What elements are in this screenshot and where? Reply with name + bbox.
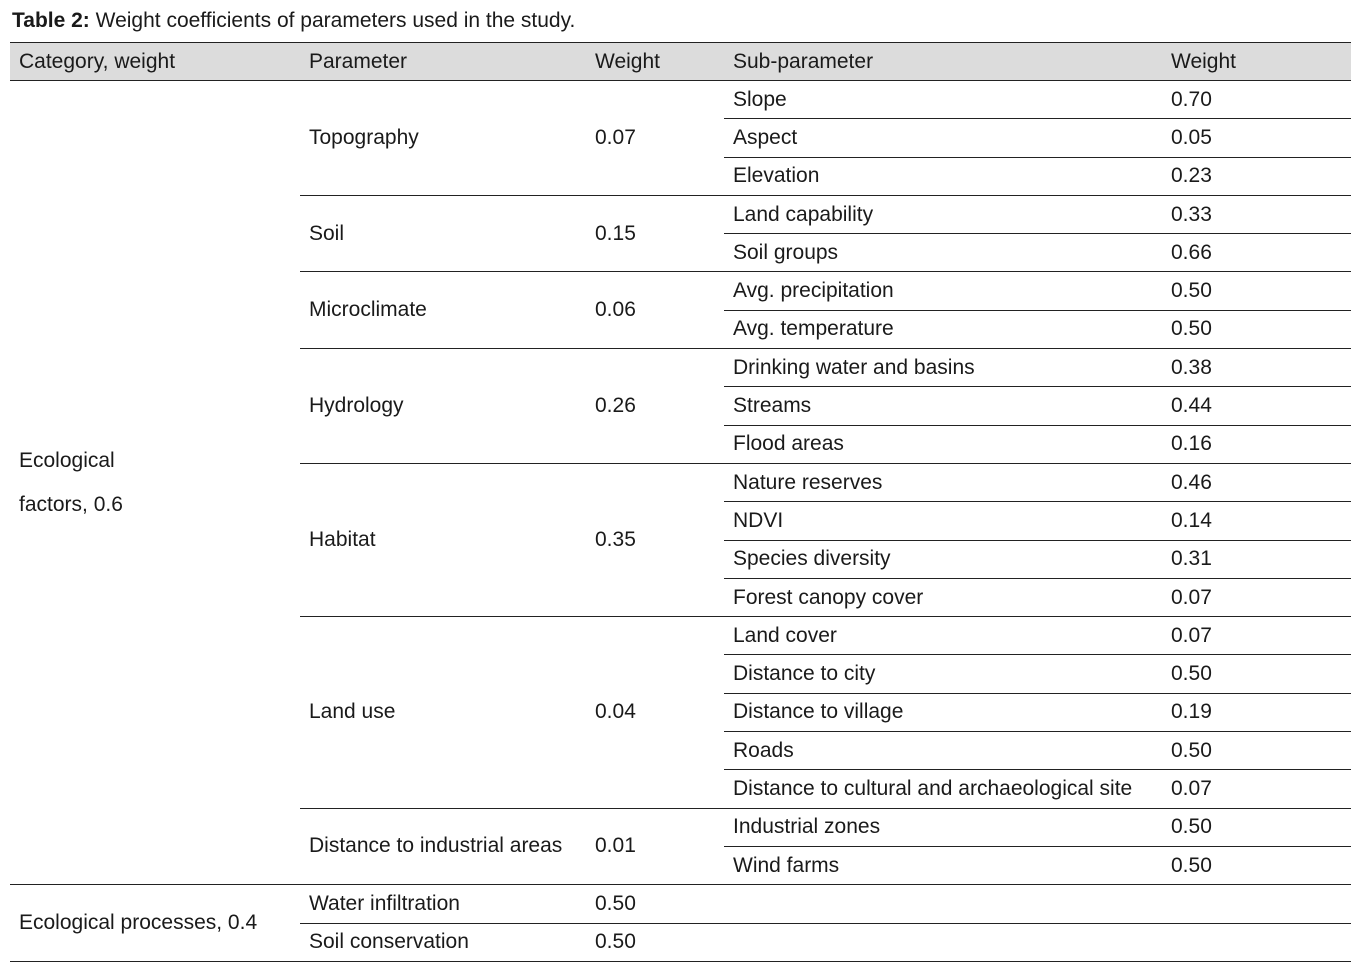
subparameter-weight: 0.07	[1162, 617, 1351, 655]
subparameter-name: Slope	[724, 81, 1162, 119]
table-header-row	[10, 43, 1351, 81]
subparameter-name: Streams	[724, 387, 1162, 425]
subparameter-name: Wind farms	[724, 846, 1162, 884]
subparameter-weight: 0.50	[1162, 272, 1351, 310]
parameter-weight: 0.06	[586, 272, 724, 349]
subparameter-weight: 0.46	[1162, 463, 1351, 501]
subparameter-name: Nature reserves	[724, 463, 1162, 501]
subparameter-weight: 0.70	[1162, 81, 1351, 119]
subparameter-name: Distance to village	[724, 693, 1162, 731]
header-subweight: Weight	[1162, 43, 1351, 81]
subparameter-weight: 0.19	[1162, 693, 1351, 731]
caption-label: Table 2:	[12, 9, 90, 32]
category-name: Ecological processes, 0.4	[19, 911, 258, 935]
caption-text: Weight coefficients of parameters used in the study.	[89, 9, 576, 32]
subparameter-weight: 0.07	[1162, 770, 1351, 808]
subparameter-weight: 0.05	[1162, 119, 1351, 157]
subparameter-weight: 0.16	[1162, 425, 1351, 463]
parameter-name: Water infiltration	[300, 885, 586, 923]
header-weight: Weight	[586, 43, 724, 81]
subparameter-empty	[724, 923, 1162, 961]
subparameter-weight: 0.14	[1162, 502, 1351, 540]
subparameter-name: Forest canopy cover	[724, 578, 1162, 616]
subparameter-weight: 0.50	[1162, 310, 1351, 348]
table-row	[10, 885, 1351, 923]
subparameter-weight: 0.50	[1162, 808, 1351, 846]
parameter-weight: 0.50	[586, 923, 724, 961]
subparameter-weight: 0.44	[1162, 387, 1351, 425]
parameter-name: Habitat	[300, 463, 586, 616]
parameter-name: Soil conservation	[300, 923, 586, 961]
subparameter-name: Land cover	[724, 617, 1162, 655]
header-category: Category, weight	[10, 43, 300, 81]
category-name-cont: factors, 0.6	[19, 492, 123, 516]
subparameter-name: Land capability	[724, 195, 1162, 233]
subparameter-weight: 0.33	[1162, 195, 1351, 233]
subparameter-weight: 0.31	[1162, 540, 1351, 578]
subparameter-weight: 0.23	[1162, 157, 1351, 195]
subparameter-name: Soil groups	[724, 234, 1162, 272]
subparameter-name: Industrial zones	[724, 808, 1162, 846]
subparameter-name: NDVI	[724, 502, 1162, 540]
subparameter-name: Species diversity	[724, 540, 1162, 578]
category-name: Ecological	[19, 448, 115, 472]
parameter-name: Distance to industrial areas	[300, 808, 586, 885]
subweight-empty	[1162, 885, 1351, 923]
subparameter-name: Distance to city	[724, 655, 1162, 693]
subparameter-name: Flood areas	[724, 425, 1162, 463]
subparameter-name: Elevation	[724, 157, 1162, 195]
table-row	[10, 81, 1351, 119]
subparameter-weight: 0.66	[1162, 234, 1351, 272]
parameter-name: Soil	[300, 195, 586, 272]
header-subparameter: Sub-parameter	[724, 43, 1162, 81]
header-parameter: Parameter	[300, 43, 586, 81]
subparameter-weight: 0.50	[1162, 846, 1351, 884]
parameter-weight: 0.01	[586, 808, 724, 885]
subparameter-name: Distance to cultural and archaeological site	[724, 770, 1162, 808]
parameter-weight: 0.04	[586, 617, 724, 808]
parameter-weight: 0.50	[586, 885, 724, 923]
subparameter-weight: 0.50	[1162, 732, 1351, 770]
parameter-name: Microclimate	[300, 272, 586, 349]
subparameter-weight: 0.38	[1162, 349, 1351, 387]
subweight-empty	[1162, 923, 1351, 961]
subparameter-name: Drinking water and basins	[724, 349, 1162, 387]
category-cell	[10, 81, 300, 885]
table-caption	[12, 7, 575, 35]
parameter-weight: 0.35	[586, 463, 724, 616]
parameter-name: Land use	[300, 617, 586, 808]
parameter-name: Topography	[300, 81, 586, 196]
subparameter-name: Roads	[724, 732, 1162, 770]
subparameter-weight: 0.07	[1162, 578, 1351, 616]
weights-table	[10, 42, 1351, 962]
parameter-weight: 0.15	[586, 195, 724, 272]
subparameter-name: Avg. temperature	[724, 310, 1162, 348]
parameter-weight: 0.07	[586, 81, 724, 196]
category-cell	[10, 885, 300, 962]
table-body	[10, 81, 1351, 962]
subparameter-name: Aspect	[724, 119, 1162, 157]
parameter-name: Hydrology	[300, 349, 586, 464]
subparameter-weight: 0.50	[1162, 655, 1351, 693]
parameter-weight: 0.26	[586, 349, 724, 464]
subparameter-empty	[724, 885, 1162, 923]
subparameter-name: Avg. precipitation	[724, 272, 1162, 310]
